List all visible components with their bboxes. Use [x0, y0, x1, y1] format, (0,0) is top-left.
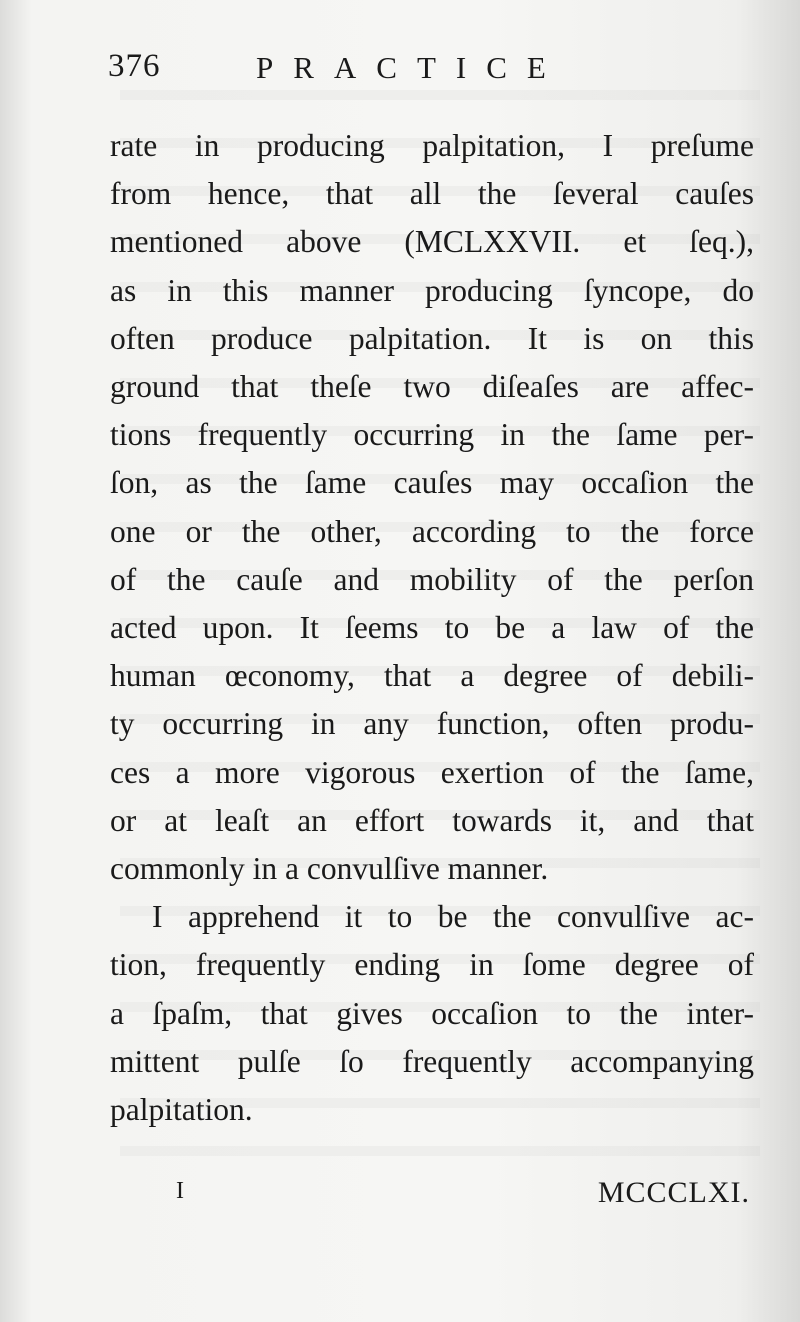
text-line: tions frequently occurring in the ſame per- — [110, 417, 754, 453]
text-line: or at leaſt an effort towards it, and that — [110, 802, 754, 838]
text-line: ground that theſe two diſeaſes are affec- — [110, 369, 754, 405]
text-line: from hence, that all the ſeveral cauſes — [110, 176, 754, 212]
page-header — [108, 48, 758, 98]
page-footer — [168, 1176, 750, 1216]
text-line: acted upon. It ſeems to be a law of the — [110, 610, 754, 646]
signature-mark: I — [176, 1178, 184, 1204]
catchword: MCCCLXI. — [597, 1176, 750, 1209]
text-line: rate in producing palpitation, I preſume — [110, 128, 754, 163]
text-line: ty occurring in any function, often produ- — [110, 706, 754, 742]
text-line: of the cauſe and mobility of the perſon — [110, 561, 754, 597]
text-line: often produce palpitation. It is on this — [110, 320, 754, 356]
running-head: PRACTICE — [256, 50, 566, 85]
text-line: tion, frequently ending in ſome degree of — [110, 947, 754, 983]
page-number: 376 — [108, 48, 161, 84]
text-line: one or the other, according to the force — [110, 513, 754, 549]
text-line: mentioned above (MCLXXVII. et ſeq.), — [110, 224, 754, 260]
text-line: a ſpaſm, that gives occaſion to the inter- — [110, 995, 754, 1031]
text-line: commonly in a convulſive manner. — [110, 851, 549, 887]
text-line: human œconomy, that a degree of debili- — [110, 658, 754, 694]
text-line: palpitation. — [110, 1092, 253, 1128]
text-line: mittent pulſe ſo frequently accompanying — [110, 1043, 754, 1079]
text-line: ſon, as the ſame cauſes may occaſion the — [110, 465, 754, 501]
text-line: as in this manner producing ſyncope, do — [110, 272, 754, 308]
body-text — [110, 122, 754, 1134]
text-line: ces a more vigorous exertion of the ſame, — [110, 754, 754, 790]
paragraph-start-line: I apprehend it to be the convulſive ac- — [152, 899, 754, 935]
